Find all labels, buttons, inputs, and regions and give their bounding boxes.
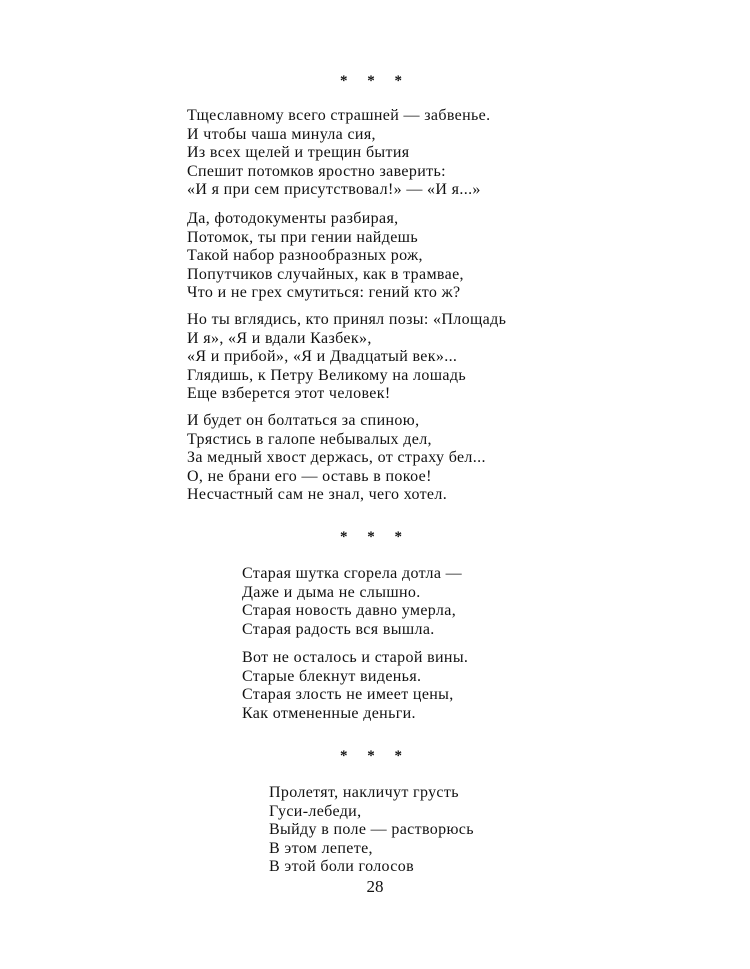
page-number: 28 — [366, 877, 384, 896]
stanza — [187, 311, 506, 404]
poem-line: Выйду в поле — растворюсь — [269, 821, 474, 838]
poem-line: «Я и прибой», «Я и Двадцатый век»... — [187, 348, 458, 365]
poem-line: Старая шутка сгорела дотла — — [242, 565, 463, 582]
poem-separator: * * * — [340, 748, 410, 764]
poem-line: Старая радость вся вышла. — [242, 620, 435, 638]
poem-line: Спешит потомков яростно заверить: — [187, 162, 446, 180]
poem-line: В этой боли голосов — [269, 858, 415, 875]
poem-line: Старая новость давно умерла, — [242, 602, 457, 619]
poem-line: Глядишь, к Петру Великому на лошадь — [187, 366, 466, 384]
poem-line: Такой набор разнообразных рож, — [187, 247, 423, 264]
poem-line: «И я при сем присутствовал!» — «И я...» — [187, 181, 481, 198]
poem-line: Несчастный сам не знал, чего хотел. — [187, 486, 448, 503]
poem-line: Пролетят, накличут грусть — [269, 784, 459, 801]
poem-line: О, не брани его — оставь в покое! — [187, 467, 432, 485]
poem-separator: * * * — [340, 73, 410, 89]
poem-line: Старая злость не имеет цены, — [242, 686, 454, 703]
poem-line: И я», «Я и вдали Казбек», — [187, 329, 372, 347]
poem-line: Трястись в галопе небывалых дел, — [187, 430, 432, 448]
poem-line: Попутчиков случайных, как в трамвае, — [187, 265, 464, 283]
poem-line: Еще взберется этот человек! — [187, 385, 391, 402]
poem-line: Из всех щелей и трещин бытия — [187, 144, 410, 161]
stanza — [187, 412, 486, 505]
poem-line: Но ты вглядись, кто принял позы: «Площадь — [187, 311, 507, 328]
poem-line: Что и не грех смутиться: гений кто ж? — [187, 284, 461, 301]
poem-line: За медный хвост держась, от страху бел... — [187, 449, 486, 466]
poem-line: Вот не осталось и старой вины. — [242, 649, 469, 666]
poem-line: Гуси-лебеди, — [269, 802, 362, 820]
stanza — [242, 649, 468, 723]
stanza — [187, 210, 464, 303]
poem-line: Тщеславному всего страшней — забвенье. — [187, 107, 491, 124]
stanza — [187, 107, 490, 200]
poem-line: Да, фотодокументы разбирая, — [187, 210, 399, 227]
poem-line: И будет он болтаться за спиною, — [187, 412, 420, 429]
poem-line: Старые блекнут виденья. — [242, 667, 422, 685]
stanza — [269, 784, 474, 877]
poem-line: И чтобы чаша минула сия, — [187, 125, 376, 143]
poem-line: Потомок, ты при гении найдешь — [187, 228, 418, 246]
poem-separator: * * * — [340, 529, 410, 545]
poem-line: Как отмененные деньги. — [242, 704, 416, 722]
stanza — [242, 565, 462, 639]
poem-line: Даже и дыма не слышно. — [242, 583, 421, 601]
poem-line: В этом лепете, — [269, 839, 373, 857]
